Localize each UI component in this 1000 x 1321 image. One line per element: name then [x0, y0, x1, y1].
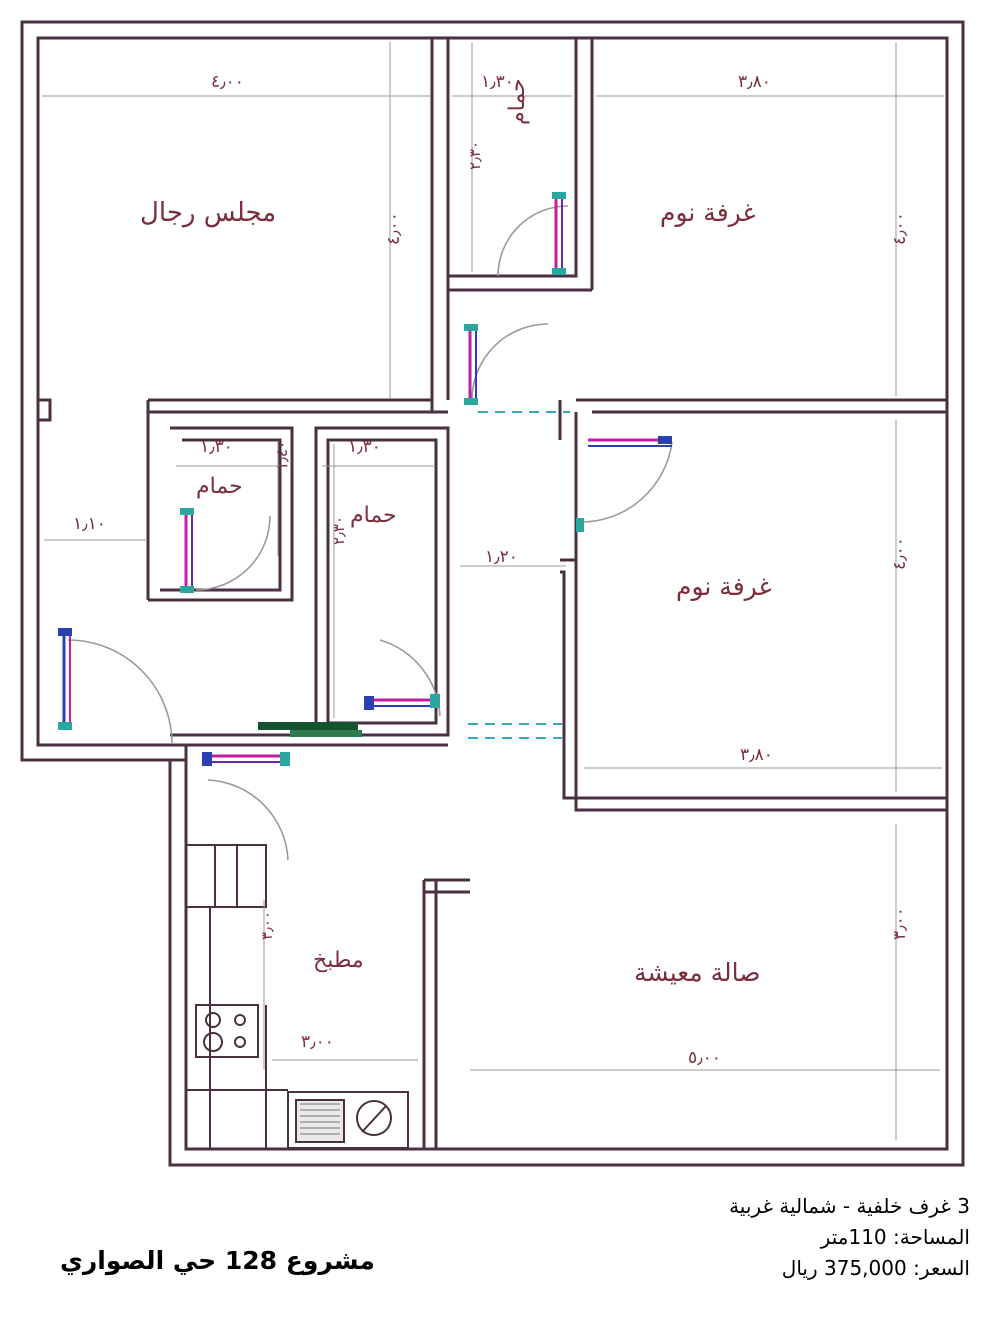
dim-bath-left-height: ١٫٤٠ [273, 440, 291, 470]
room-label-bedroom-2: غرفة نوم [676, 572, 772, 601]
dim-kitchen-width: ٣٫٠٠ [301, 1032, 334, 1052]
room-label-living-room: صالة معيشة [634, 958, 761, 987]
footer [0, 1191, 1000, 1321]
listing-details [729, 1191, 970, 1284]
kitchen-fixtures [186, 845, 408, 1148]
room-label-bathroom-left: حمام [196, 474, 243, 499]
dim-majlis-height: ٤٫٠٠ [384, 212, 404, 245]
listing-price: السعر: 375,000 ريال [781, 1256, 970, 1280]
dim-bath-top-width: ١٫٣٠ [481, 72, 514, 92]
dim-bath-left-width: ١٫٣٠ [200, 437, 233, 457]
dim-living-height: ٣٫٠٠ [890, 907, 910, 940]
room-label-majlis-rijal: مجلس رجال [140, 198, 277, 228]
dim-bath-mid-width: ١٫٣٠ [348, 437, 381, 457]
room-label-kitchen: مطبخ [313, 948, 364, 973]
listing-area: المساحة: 110متر [820, 1225, 970, 1249]
dim-bath-top-height: ٢٫٣٠ [466, 140, 484, 170]
dim-corridor-left: ١٫١٠ [73, 514, 106, 534]
dim-living-width: ٥٫٠٠ [688, 1048, 721, 1068]
room-label-bathroom-mid: حمام [350, 503, 397, 528]
project-title: مشروع 128 حي الصواري [60, 1246, 375, 1275]
openings [468, 412, 570, 738]
dim-bath-mid-height: ٢٫٣٠ [330, 515, 348, 545]
exterior-walls [22, 22, 963, 1165]
room-label-bathroom-top: حمام [505, 78, 530, 125]
dim-bedroom2-height: ٤٫٠٠ [890, 537, 910, 570]
room-label-bedroom-1: غرفة نوم [660, 198, 756, 227]
dim-bedroom1-height: ٤٫٠٠ [890, 212, 910, 245]
dim-bedroom1-width: ٣٫٨٠ [738, 72, 771, 92]
dim-bedroom2-width: ٣٫٨٠ [740, 745, 773, 765]
dim-majlis-width: ٤٫٠٠ [211, 72, 244, 92]
dim-kitchen-height: ٣٫٠٠ [258, 910, 276, 940]
dim-corridor-mid: ١٫٢٠ [485, 547, 518, 567]
listing-description: 3 غرف خلفية - شمالية غربية [729, 1194, 970, 1218]
